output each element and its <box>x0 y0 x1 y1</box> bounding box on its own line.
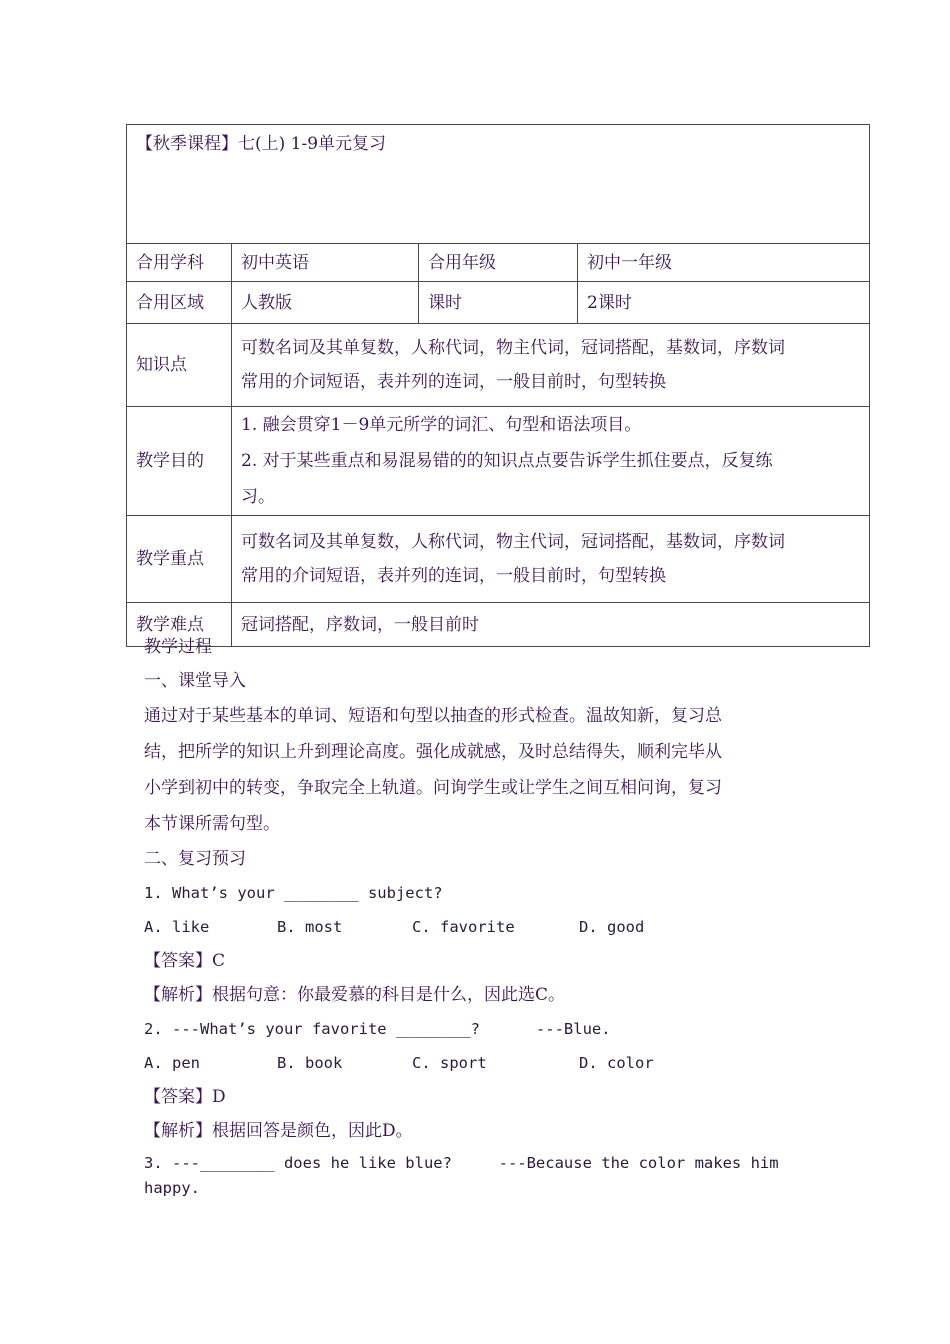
goal-line: 习。 <box>241 487 275 507</box>
option-a: A. pen <box>144 1054 200 1072</box>
period-label: 课时 <box>419 282 578 324</box>
period-value: 2课时 <box>578 282 870 324</box>
process-title: 教学过程 <box>144 637 212 657</box>
option-b: B. book <box>277 1054 343 1072</box>
difficulty-label: 教学难点 <box>127 603 232 647</box>
question-1: 1. What’s your ________ subject? <box>144 884 443 902</box>
answer-1: 【答案】C <box>144 951 226 971</box>
focus-value <box>232 516 870 603</box>
question-2: 2. ---What’s your favorite ________? ---Blue. <box>144 1020 611 1038</box>
knowledge-line: 常用的介词短语，表并列的连词，一般目前时，句型转换 <box>241 372 666 392</box>
option-d: D. color <box>579 1054 654 1072</box>
intro-line: 小学到初中的转变，争取完全上轨道。问询学生或让学生之间互相问询，复习 <box>144 778 722 798</box>
section-review-title: 二、复习预习 <box>144 849 246 869</box>
option-d: D. good <box>579 918 645 936</box>
option-c: C. favorite <box>412 918 515 936</box>
difficulty-value: 冠词搭配，序数词，一般目前时 <box>232 603 870 647</box>
question-1-options <box>144 910 804 944</box>
section-intro-title: 一、课堂导入 <box>144 671 246 691</box>
intro-line: 本节课所需句型。 <box>144 814 280 834</box>
grade-label: 合用年级 <box>419 244 578 282</box>
intro-line: 结，把所学的知识上升到理论高度。强化成就感，及时总结得失，顺利完毕从 <box>144 742 722 762</box>
focus-line: 可数名词及其单复数，人称代词，物主代词，冠词搭配，基数词，序数词 <box>241 532 785 552</box>
knowledge-value <box>232 324 870 407</box>
lesson-content <box>144 630 804 1198</box>
subject-value: 初中英语 <box>232 244 419 282</box>
course-title: 【秋季课程】七(上) 1-9单元复习 <box>127 125 870 244</box>
grade-value: 初中一年级 <box>578 244 870 282</box>
option-c: C. sport <box>412 1054 487 1072</box>
intro-line: 通过对于某些基本的单词、短语和句型以抽查的形式检查。温故知新，复习总 <box>144 706 722 726</box>
option-b: B. most <box>277 918 343 936</box>
question-3-continued: happy. <box>144 1179 200 1197</box>
region-value: 人教版 <box>232 282 419 324</box>
focus-label: 教学重点 <box>127 516 232 603</box>
question-3: 3. ---________ does he like blue? ---Because the color makes him <box>144 1154 779 1172</box>
goal-label: 教学目的 <box>127 407 232 516</box>
focus-line: 常用的介词短语，表并列的连词，一般目前时，句型转换 <box>241 566 666 586</box>
goal-line: 2. 对于某些重点和易混易错的的知识点点要告诉学生抓住要点，反复练 <box>241 451 773 471</box>
analysis-1: 【解析】根据句意：你最爱慕的科目是什么，因此选C。 <box>144 985 566 1005</box>
option-a: A. like <box>144 918 210 936</box>
analysis-2: 【解析】根据回答是颜色，因此D。 <box>144 1121 413 1141</box>
answer-2: 【答案】D <box>144 1087 226 1107</box>
knowledge-label: 知识点 <box>127 324 232 407</box>
goal-line: 1. 融会贯穿1－9单元所学的词汇、句型和语法项目。 <box>241 415 642 435</box>
knowledge-line: 可数名词及其单复数，人称代词，物主代词，冠词搭配，基数词，序数词 <box>241 338 785 358</box>
region-label: 合用区域 <box>127 282 232 324</box>
question-2-options <box>144 1046 804 1080</box>
subject-label: 合用学科 <box>127 244 232 282</box>
course-info-table <box>126 124 870 647</box>
goal-value <box>232 407 870 516</box>
